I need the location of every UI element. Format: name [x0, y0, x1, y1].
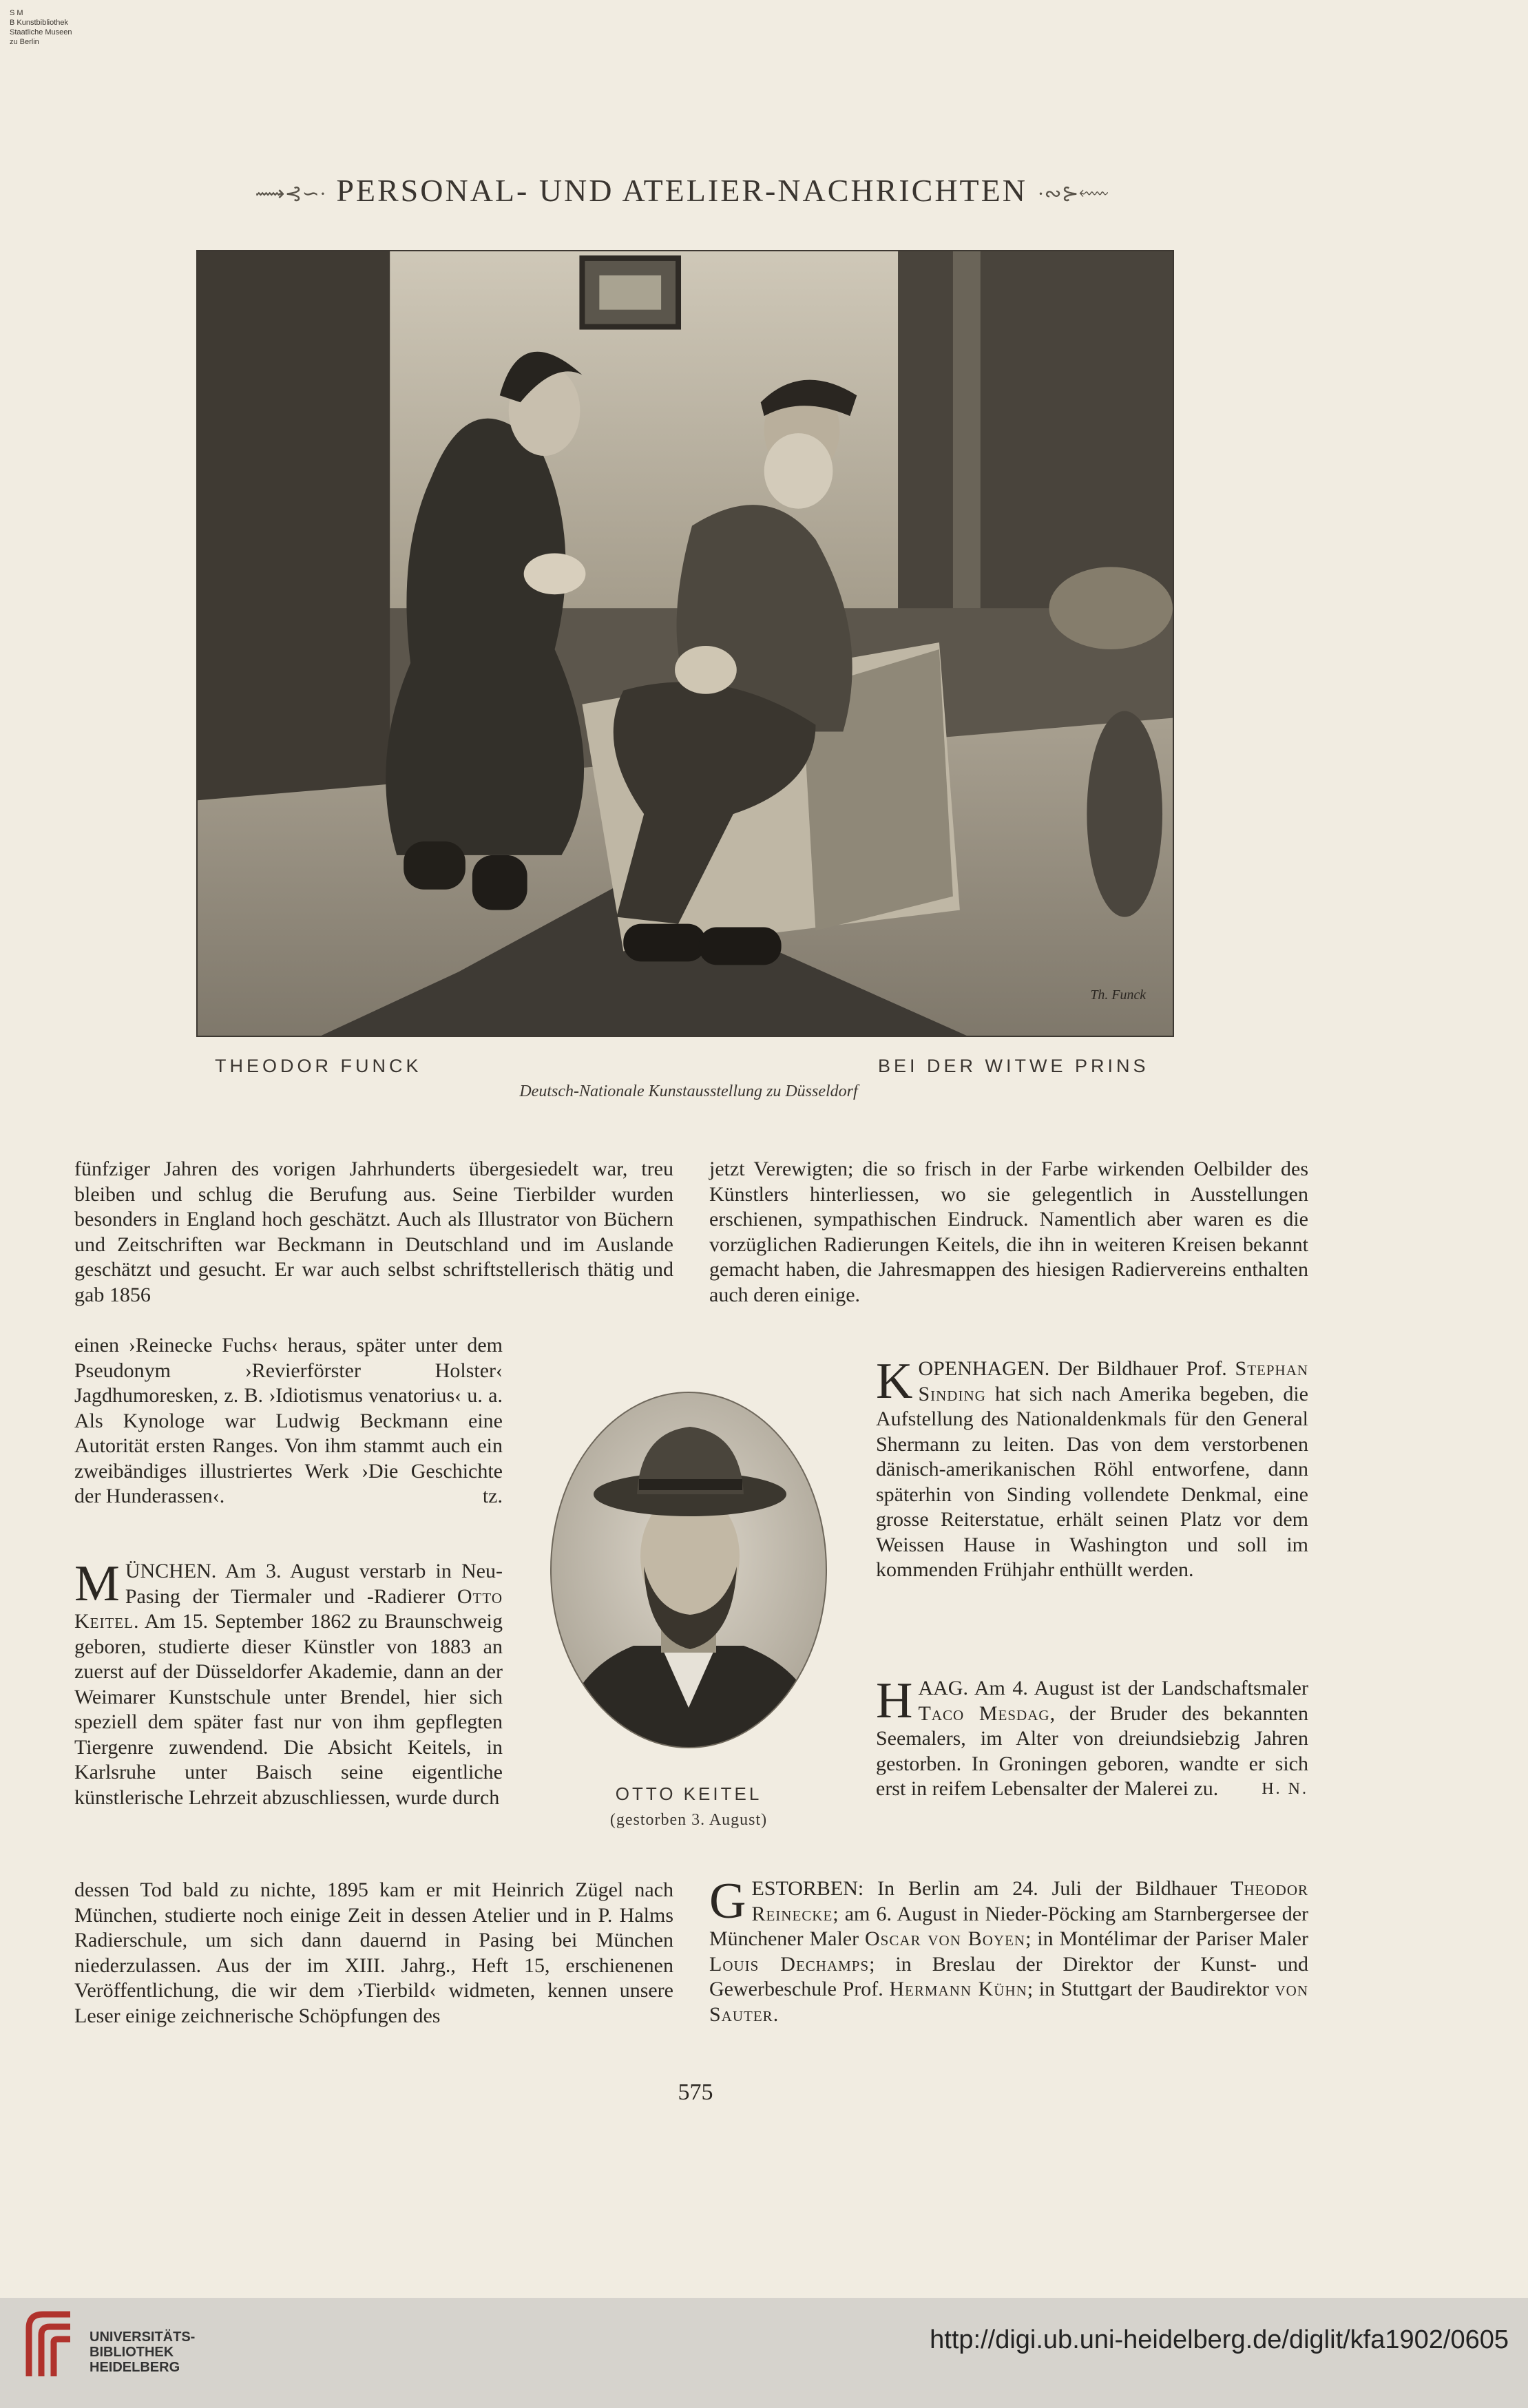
gestorben-text: ; in Stuttgart der Baudirektor: [1027, 1978, 1269, 2000]
digitization-footer: [0, 2298, 1528, 2408]
drop-cap: G: [709, 1873, 746, 1929]
page-number: 575: [678, 2080, 713, 2105]
library-name-line: HEIDELBERG: [90, 2360, 180, 2375]
person-name: Louis Dechamps: [709, 1952, 870, 1976]
gestorben-text: ; am 6. August in Nieder-Pöcking am Starnbergersee der Münchener Maler: [709, 1902, 1308, 1950]
library-stamp: [10, 8, 72, 47]
author-sign: tz.: [482, 1485, 503, 1507]
svg-text:Th. Funck: Th. Funck: [1090, 987, 1147, 1003]
gestorben-paragraph: [709, 1873, 1309, 2027]
ornament-right-icon: ·∾⊱⬳: [1037, 182, 1109, 205]
stamp-line: B Kunstbibliothek: [10, 19, 68, 27]
stamp-line: zu Berlin: [10, 38, 39, 46]
gestorben-text: ; in Breslau der Direktor der Kunst- und Gewerbeschule Prof.: [709, 1952, 1308, 2000]
portrait-name: OTTO KEITEL: [615, 1783, 762, 1804]
muenchen-paragraph: [74, 1556, 503, 1810]
col2-top-text: jetzt Verewigten; die so frisch in der Farbe wirkenden Oelbilder des Künstlers hinterliessen, wo sie gelegentlich in Ausstellungen erschienen, sympathischen Eindruck. Namentlich aber waren es die vorzüglichen Radierungen Keitels, die ihn in weiteren Kreisen bekannt gemacht haben, die Jahresmappen des hiesigen Radiervereins enthalten auch deren einige.: [709, 1158, 1308, 1306]
person-name: Otto Keitel: [74, 1584, 503, 1633]
person-name: Theodor Reinecke: [751, 1877, 1309, 1925]
reinecke-text: einen ›Reinecke Fuchs‹ heraus, später unter dem Pseudonym ›Revierförster Holster‹ Jagdhumoresken, z. B. ›Idiotismus venatorius‹ u. a. Als Kynologe war Ludwig Beckmann eine Autorität ersten Ranges. Von ihm stammt auch ein zweibändiges illustriertes Werk ›Die Geschichte der Hunderassen‹.: [74, 1334, 503, 1507]
city-label: AAG.: [918, 1677, 968, 1699]
portrait-note: (gestorben 3. August): [609, 1811, 768, 1829]
library-name: [90, 2330, 195, 2375]
stamp-line: S M: [10, 9, 23, 17]
person-name: Stephan Sinding: [918, 1357, 1309, 1405]
drop-cap: K: [876, 1353, 913, 1410]
haag-text: Am 4. August ist der Landschaftsmaler: [974, 1677, 1308, 1699]
gestorben-text: ; in Montélimar der Pariser Maler: [1025, 1927, 1308, 1950]
person-name: von Sauter: [709, 1978, 1308, 2026]
city-label: OPENHAGEN.: [918, 1357, 1050, 1380]
plate-exhibition: Deutsch-Nationale Kunstausstellung zu Düsseldorf: [519, 1082, 858, 1100]
painting-plate: [196, 250, 1174, 1037]
stamp-line: Staatliche Museen: [10, 28, 72, 36]
plate-artist: THEODOR FUNCK: [215, 1056, 422, 1076]
ub-heidelberg-logo[interactable]: [15, 2307, 77, 2383]
haag-paragraph: [876, 1673, 1308, 1802]
drop-cap: M: [74, 1556, 120, 1612]
source-url-link[interactable]: http://digi.ub.uni-heidelberg.de/diglit/kfa1902/0605: [930, 2325, 1509, 2354]
gestorben-text: .: [773, 2002, 779, 2026]
person-name: Oscar von Boyen: [865, 1927, 1026, 1950]
muenchen-text: Am 3. August verstarb in Neu-Pasing der Tiermaler und -Radierer: [125, 1560, 503, 1608]
library-name-line: UNIVERSITÄTS-: [90, 2330, 196, 2345]
kopenhagen-paragraph: [876, 1353, 1309, 1583]
section-label: ESTORBEN:: [751, 1877, 864, 1900]
author-sign: H. N.: [1262, 1780, 1308, 1798]
person-name: Hermann Kühn: [889, 1978, 1027, 2000]
city-label: ÜNCHEN.: [125, 1560, 217, 1582]
kopenhagen-text: Der Bildhauer Prof.: [1057, 1357, 1227, 1380]
gestorben-text: In Berlin am 24. Juli der Bildhauer: [877, 1877, 1217, 1900]
kopenhagen-text-cont: hat sich nach Amerika begeben, die Aufstellung des Nationaldenkmals für den General Shermann zu leiten. Das von dem verstorbenen dänisch-amerikanischen Röhl entworfene, dann späterhin von Sinding vollendete Denkmal, eine grosse Reiterstatue, erhält seinen Platz vor dem Weissen Hause in Washington und soll im kommenden Frühjahr enthüllt werden.: [876, 1382, 1308, 1581]
muenchen-text-cont: . Am 15. September 1862 zu Braunschweig geboren, studierte dieser Künstler von 1883 an zuerst auf der Düsseldorfer Akademie, dann an der Weimarer Kunstschule unter Brendel, hier sich speziell dem später fast nur von ihm gepflegten Tiergenre zuwendend. Die Absicht Keitels, in Karlsruhe unter Baisch seine eigentliche künstlerische Lehrzeit abzuschliessen, wurde durch: [74, 1610, 503, 1809]
plate-title: BEI DER WITWE PRINS: [878, 1056, 1149, 1076]
col1-top-text: fünfziger Jahren des vorigen Jahrhunderts übergesiedelt war, treu bleiben und schlug die Berufung aus. Seine Tierbilder wurden besonders in England hoch geschätzt. Auch als Illustrator von Büchern und Zeitschriften war Beckmann in Deutschland und im Auslande geschätzt und gesucht. Er war auch selbst schriftstellerisch thätig und gab 1856: [74, 1158, 673, 1306]
col1-bottom-text: dessen Tod bald zu nichte, 1895 kam er mit Heinrich Zügel nach München, studierte noch einige Zeit in dessen Atelier und in P. Halms Radierschule, um sich dann dauernd in Pasing bei München niederzulassen. Aus der im XIII. Jahrg., Heft 15, erschienenen Veröffentlichung, die wir dem ›Tierbild‹ widmeten, kennen unsere Leser einige zeichnerische Schöpfungen des: [74, 1878, 673, 2027]
haag-text-cont: , der Bruder des bekannten Seemalers, im Alter von dreiundsiebzig Jahren gestorben. In Groningen geboren, wandte er sich erst in reifem Lebensalter der Malerei zu.: [876, 1702, 1308, 1800]
portrait-svg: [544, 1384, 833, 1756]
portrait-image: [544, 1384, 833, 1756]
library-name-line: BIBLIOTHEK: [90, 2345, 174, 2360]
ornament-left-icon: ⟿⊰∽·: [255, 182, 326, 205]
section-heading: [200, 172, 1164, 209]
drop-cap: H: [876, 1673, 913, 1729]
person-name: Taco Mesdag: [918, 1702, 1050, 1725]
col1-narrow-paragraph: [74, 1333, 503, 1509]
heading-text: PERSONAL- UND ATELIER-NACHRICHTEN: [336, 173, 1027, 208]
painting-image: [198, 251, 1173, 1036]
